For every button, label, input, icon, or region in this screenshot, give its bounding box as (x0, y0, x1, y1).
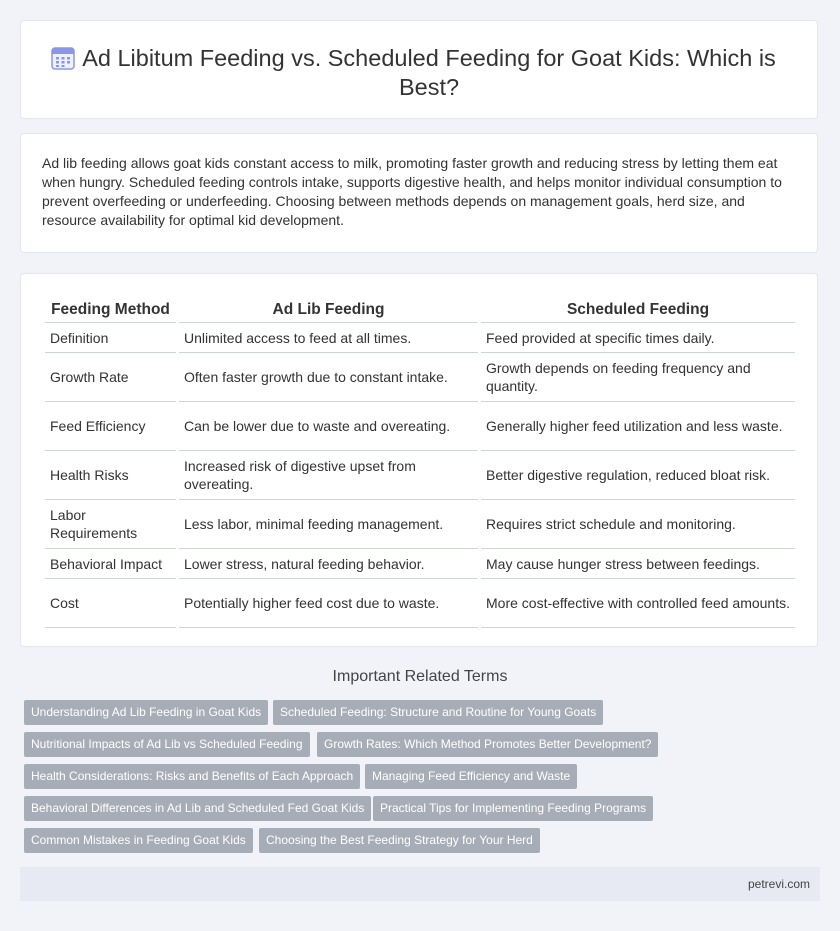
row-label: Behavioral Impact (45, 549, 176, 579)
related-term-chip[interactable]: Choosing the Best Feeding Strategy for Your Herd (259, 828, 540, 853)
comparison-table-card (20, 273, 818, 647)
related-term-chip[interactable]: Practical Tips for Implementing Feeding Programs (373, 796, 653, 821)
comparison-table (42, 294, 798, 628)
intro-paragraph: Ad lib feeding allows goat kids constant access to milk, promoting faster growth and reducing stress by letting them eat when hungry. Scheduled feeding controls intake, supports digestive health, and helps monitor individual consumption to prevent overfeeding or underfeeding. Choosing between methods depends on management goals, herd size, and resource availability for optimal kid development. (42, 155, 782, 228)
row-label: Labor Requirements (45, 500, 176, 549)
related-term-chip[interactable]: Understanding Ad Lib Feeding in Goat Kids (24, 700, 268, 725)
related-term-chip[interactable]: Health Considerations: Risks and Benefits of Each Approach (24, 764, 360, 789)
row-label: Health Risks (45, 451, 176, 500)
table-row (45, 323, 795, 353)
related-term-chip[interactable]: Behavioral Differences in Ad Lib and Scheduled Fed Goat Kids (24, 796, 371, 821)
page-title: Ad Libitum Feeding vs. Scheduled Feeding for Goat Kids: Which is Best? (82, 45, 776, 100)
column-header: Ad Lib Feeding (179, 294, 478, 323)
row-label: Definition (45, 323, 176, 353)
table-cell: Often faster growth due to constant intake. (179, 353, 478, 402)
table-row (45, 402, 795, 451)
table-cell: Requires strict schedule and monitoring. (481, 500, 795, 549)
table-cell: More cost-effective with controlled feed amounts. (481, 579, 795, 628)
table-row (45, 451, 795, 500)
row-label: Growth Rate (45, 353, 176, 402)
table-cell: Lower stress, natural feeding behavior. (179, 549, 478, 579)
table-cell: Generally higher feed utilization and less waste. (481, 402, 795, 451)
related-term-chip[interactable]: Common Mistakes in Feeding Goat Kids (24, 828, 253, 853)
table-cell: Better digestive regulation, reduced bloat risk. (481, 451, 795, 500)
table-cell: Feed provided at specific times daily. (481, 323, 795, 353)
table-header-row (45, 294, 795, 323)
table-cell: Less labor, minimal feeding management. (179, 500, 478, 549)
table-cell: Can be lower due to waste and overeating. (179, 402, 478, 451)
row-label: Feed Efficiency (45, 402, 176, 451)
related-terms-title: Important Related Terms (332, 668, 508, 685)
intro-card (20, 133, 818, 253)
table-cell: Potentially higher feed cost due to waste. (179, 579, 478, 628)
table-cell: Growth depends on feeding frequency and quantity. (481, 353, 795, 402)
footer-site-link[interactable]: petrevi.com (747, 877, 810, 891)
column-header: Feeding Method (45, 294, 176, 323)
footer (20, 867, 820, 901)
table-row (45, 579, 795, 628)
related-term-chip[interactable]: Scheduled Feeding: Structure and Routine for Young Goats (273, 700, 603, 725)
table-row (45, 353, 795, 402)
table-row (45, 500, 795, 549)
row-label: Cost (45, 579, 176, 628)
related-term-chip[interactable]: Managing Feed Efficiency and Waste (365, 764, 577, 789)
table-cell: May cause hunger stress between feedings. (481, 549, 795, 579)
title-card (20, 20, 818, 119)
table-cell: Increased risk of digestive upset from overeating. (179, 451, 478, 500)
column-header: Scheduled Feeding (481, 294, 795, 323)
related-term-chip[interactable]: Nutritional Impacts of Ad Lib vs Scheduled Feeding (24, 732, 310, 757)
table-cell: Unlimited access to feed at all times. (179, 323, 478, 353)
table-row (45, 549, 795, 579)
related-term-chip[interactable]: Growth Rates: Which Method Promotes Better Development? (317, 732, 658, 757)
